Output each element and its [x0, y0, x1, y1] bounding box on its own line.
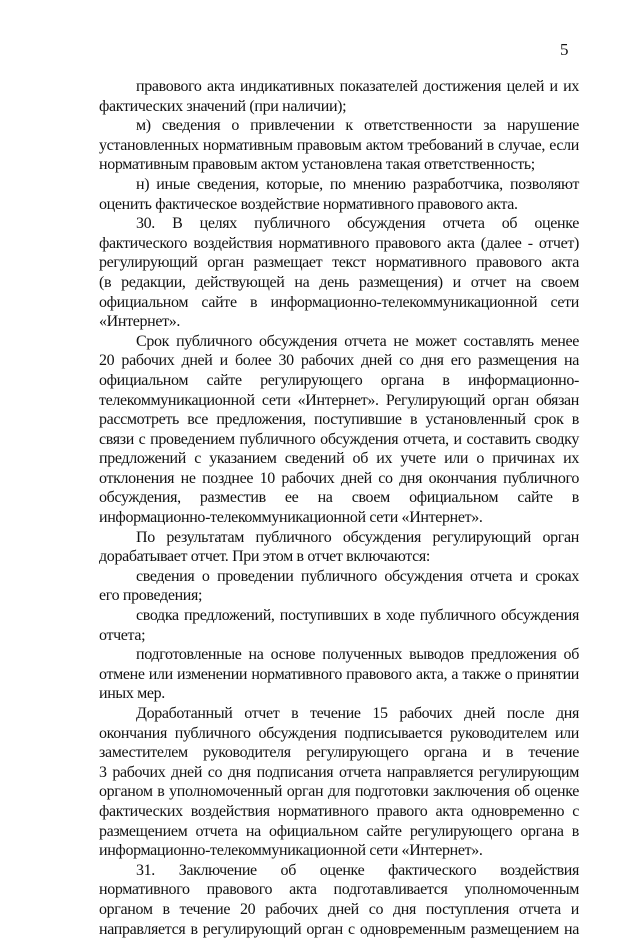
paragraph	[99, 567, 579, 606]
text-line: отчета;	[99, 626, 146, 644]
text-line: установленных нормативным правовым актом требований в случае, если	[99, 136, 579, 154]
text-line: информационно-телекоммуникационной сети «Интернет».	[99, 842, 483, 860]
text-line: 30. В целях публичного обсуждения отчета об оценке	[136, 215, 579, 233]
text-line: органом в уполномоченный орган для подготовки заключения об оценке	[99, 783, 579, 801]
text-line: м) сведения о привлечении к ответственности за нарушение	[136, 117, 579, 135]
text-line: фактических воздействия нормативного правого акта одновременно с	[99, 802, 579, 820]
document-body	[99, 77, 579, 939]
text-line: фактического воздействия нормативного правового акта (далее - отчет)	[99, 234, 579, 252]
text-line: н) иные сведения, которые, по мнению разработчика, позволяют	[136, 175, 579, 193]
paragraph	[99, 214, 579, 332]
text-line: окончания публичного обсуждения подписывается руководителем или	[99, 724, 579, 742]
text-line: оценить фактическое воздействие нормативного правового акта.	[99, 195, 518, 213]
paragraph	[99, 332, 579, 528]
text-line: нормативного правового акта подготавливается уполномоченным	[99, 881, 579, 899]
text-line: Срок публичного обсуждения отчета не может составлять менее	[136, 332, 579, 350]
text-line: сводка предложений, поступивших в ходе публичного обсуждения	[136, 607, 579, 625]
text-line: регулирующий орган размещает текст нормативного правового акта	[99, 254, 579, 272]
text-line: подготовленные на основе полученных выводов предложения об	[136, 646, 579, 664]
text-line: размещением отчета на официальном сайте регулирующего органа в	[99, 822, 579, 840]
text-line: сведения о проведении публичного обсуждения отчета и сроках	[136, 567, 579, 585]
paragraph	[99, 645, 579, 704]
text-line: обсуждения, разместив ее на своем официальном сайте в	[99, 489, 579, 507]
text-line: фактических значений (при наличии);	[99, 97, 347, 115]
text-line: 3 рабочих дней со дня подписания отчета направляется регулирующим	[99, 763, 579, 781]
text-line: рассмотреть все предложения, поступившие в установленный срок в	[99, 411, 579, 429]
text-line: правового акта индикативных показателей достижения целей и их	[136, 78, 579, 95]
paragraph	[99, 861, 579, 939]
text-line: телекоммуникационной сети «Интернет». Регулирующий орган обязан	[99, 391, 579, 409]
paragraph	[99, 528, 579, 567]
text-line: органом в течение 20 рабочих дней со дня поступления отчета и	[99, 900, 579, 918]
text-line: связи с проведением публичного обсуждения отчета, и составить сводку	[99, 430, 579, 448]
text-line: По результатам публичного обсуждения регулирующий орган	[136, 528, 579, 546]
text-line: направляется в регулирующий орган с одновременным размещением на	[99, 920, 579, 938]
text-line: официальном сайте регулирующего органа в информационно-	[99, 371, 579, 389]
text-line: нормативным правовым актом установлена такая ответственность;	[99, 156, 535, 174]
text-line: отмене или изменении нормативного правового акта, а также о принятии	[99, 665, 579, 683]
text-line: отклонения не позднее 10 рабочих дней со дня окончания публичного	[99, 469, 579, 487]
text-line: иных мер.	[99, 685, 165, 703]
paragraph	[99, 116, 579, 175]
text-line: 20 рабочих дней и более 30 рабочих дней со дня его размещения на	[99, 352, 579, 370]
text-line: его проведения;	[99, 587, 203, 605]
text-line: информационно-телекоммуникационной сети «Интернет».	[99, 509, 483, 527]
paragraph	[99, 175, 579, 214]
text-line: официальном сайте в информационно-телекоммуникационной сети	[99, 293, 579, 311]
paragraph	[99, 606, 579, 645]
text-line: предложений с указанием сведений об их учете или о причинах их	[99, 450, 579, 468]
paragraph	[99, 704, 579, 861]
paragraph	[99, 77, 579, 116]
text-line: Доработанный отчет в течение 15 рабочих дней после дня	[136, 705, 579, 722]
text-line: «Интернет».	[99, 313, 181, 331]
text-line: (в редакции, действующей на день размещения) и отчет на своем	[99, 273, 579, 291]
text-line: 31. Заключение об оценке фактического воздействия	[136, 861, 579, 879]
text-line: дорабатывает отчет. При этом в отчет включаются:	[99, 548, 430, 566]
page-number: 5	[560, 40, 569, 59]
text-line: заместителем руководителя регулирующего органа и в течение	[99, 744, 579, 762]
